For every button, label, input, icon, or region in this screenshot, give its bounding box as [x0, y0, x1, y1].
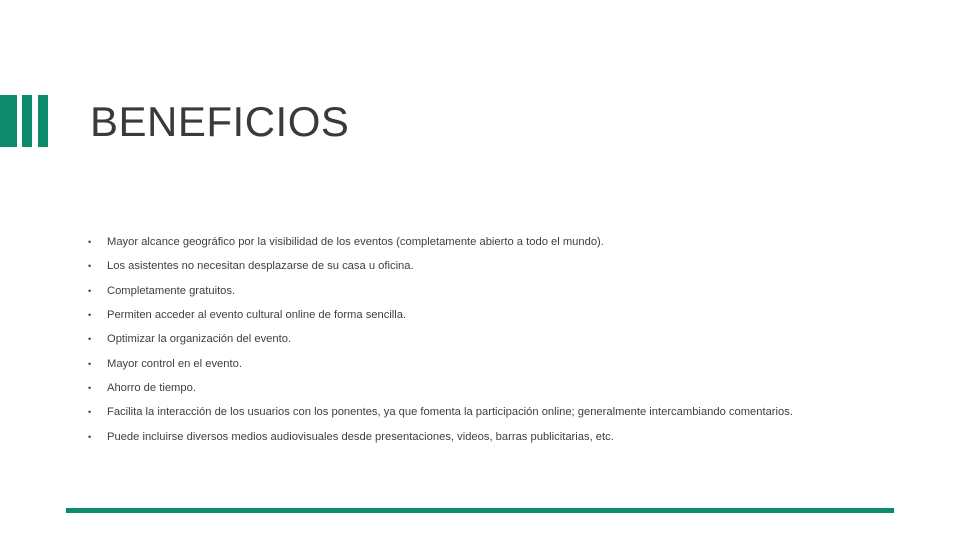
bullet-item: [88, 230, 928, 254]
bullet-text: Puede incluirse diversos medios audiovisuales desde presentaciones, videos, barras publicitarias, etc.: [107, 430, 614, 443]
bullet-glyph: •: [88, 407, 92, 418]
bullet-glyph: •: [88, 261, 92, 272]
bullet-item: [88, 303, 928, 327]
bullet-text: Mayor alcance geográfico por la visibilidad de los eventos (completamente abierto a todo el mundo).: [107, 236, 604, 249]
bullet-text: Mayor control en el evento.: [107, 357, 242, 370]
accent-bar: [22, 95, 32, 147]
bullet-item: [88, 400, 928, 424]
bullet-text: Optimizar la organización del evento.: [107, 333, 292, 346]
accent-bar: [38, 95, 48, 147]
accent-bar: [0, 95, 17, 147]
bullet-text: Ahorro de tiempo.: [107, 381, 196, 394]
bullet-list: [88, 230, 928, 449]
bullet-item: [88, 424, 928, 448]
bullet-item: [88, 327, 928, 351]
bullet-glyph: •: [88, 285, 92, 296]
bullet-glyph: •: [88, 237, 92, 248]
bottom-divider: [66, 508, 894, 513]
bullet-item: [88, 279, 928, 303]
accent-bars-decoration: [0, 95, 52, 147]
slide-title: BENEFICIOS: [90, 98, 350, 145]
bullet-text: Completamente gratuitos.: [107, 284, 236, 297]
bullet-item: [88, 376, 928, 400]
bullet-glyph: •: [88, 358, 92, 369]
bullet-item: [88, 254, 928, 278]
bullet-text: Permiten acceder al evento cultural online de forma sencilla.: [107, 309, 407, 322]
bullet-glyph: •: [88, 310, 92, 321]
bullet-glyph: •: [88, 431, 92, 442]
bullet-text: Facilita la interacción de los usuarios con los ponentes, ya que fomenta la participación online; generalmente intercambiando comentarios.: [107, 406, 793, 419]
bullet-text: Los asistentes no necesitan desplazarse de su casa u oficina.: [107, 260, 414, 273]
bullet-item: [88, 351, 928, 375]
bullet-glyph: •: [88, 382, 92, 393]
bullet-glyph: •: [88, 334, 92, 345]
